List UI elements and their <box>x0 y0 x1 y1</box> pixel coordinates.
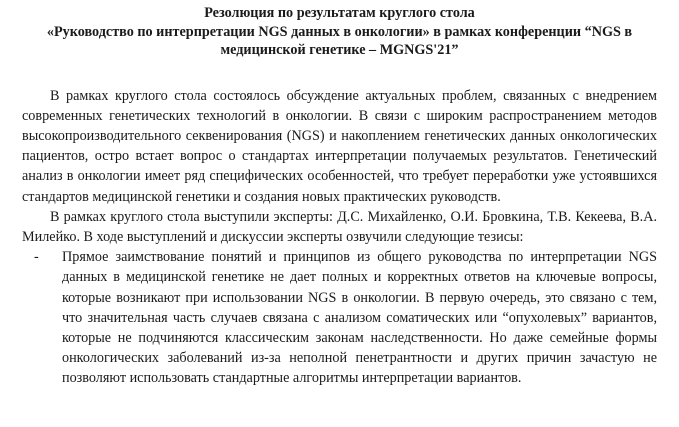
experts-paragraph: В рамках круглого стола выступили эксперты: Д.С. Михайленко, О.И. Бровкина, Т.В. Кекеева, В.А. Милейко. В ходе выступлений и дискуссии эксперты озвучили следующие тезисы: <box>22 208 657 245</box>
bullet-marker: - <box>34 249 39 266</box>
title-line-1: Резолюция по результатам круглого стола <box>204 5 475 21</box>
document-title <box>22 4 657 60</box>
list-item <box>22 247 657 388</box>
theses-list <box>22 247 657 388</box>
intro-paragraph: В рамках круглого стола состоялось обсуждение актуальных проблем, связанных с внедрением современных генетических технологий в онкологии. В связи с широким распространением методов высокопроизводительного секвенирования (NGS) и накоплением генетических данных онкологических пациентов, остро встает вопрос о стандартах интерпретации получаемых результатов. Генетический анализ в онкологии имеет ряд специфических особенностей, что требует переработки уже устоявшихся стандартов медицинской генетики и создания новых практических руководств. <box>22 87 657 205</box>
title-spacer <box>22 60 657 86</box>
list-item-text: Прямое заимствование понятий и принципов из общего руководства по интерпретации NGS данных в медицинской генетике не дает полных и корректных ответов на ключевые вопросы, которые возникают при использовании NGS в онкологии. В первую очередь, это связано с тем, что значительная часть случаев связана с анализом соматических или “опухолевых” вариантов, которые не подчиняются классическим законам наследственности. Но даже семейные формы онкологических заболеваний из-за неполной пенетрантности и других причин зачастую не позволяют использовать стандартные алгоритмы интерпретации вариантов. <box>62 249 657 387</box>
title-line-2: «Руководство по интерпретации NGS данных в онкологии» в рамках конференции “NGS в медицинской генетике – MGNGS'21” <box>46 23 633 58</box>
